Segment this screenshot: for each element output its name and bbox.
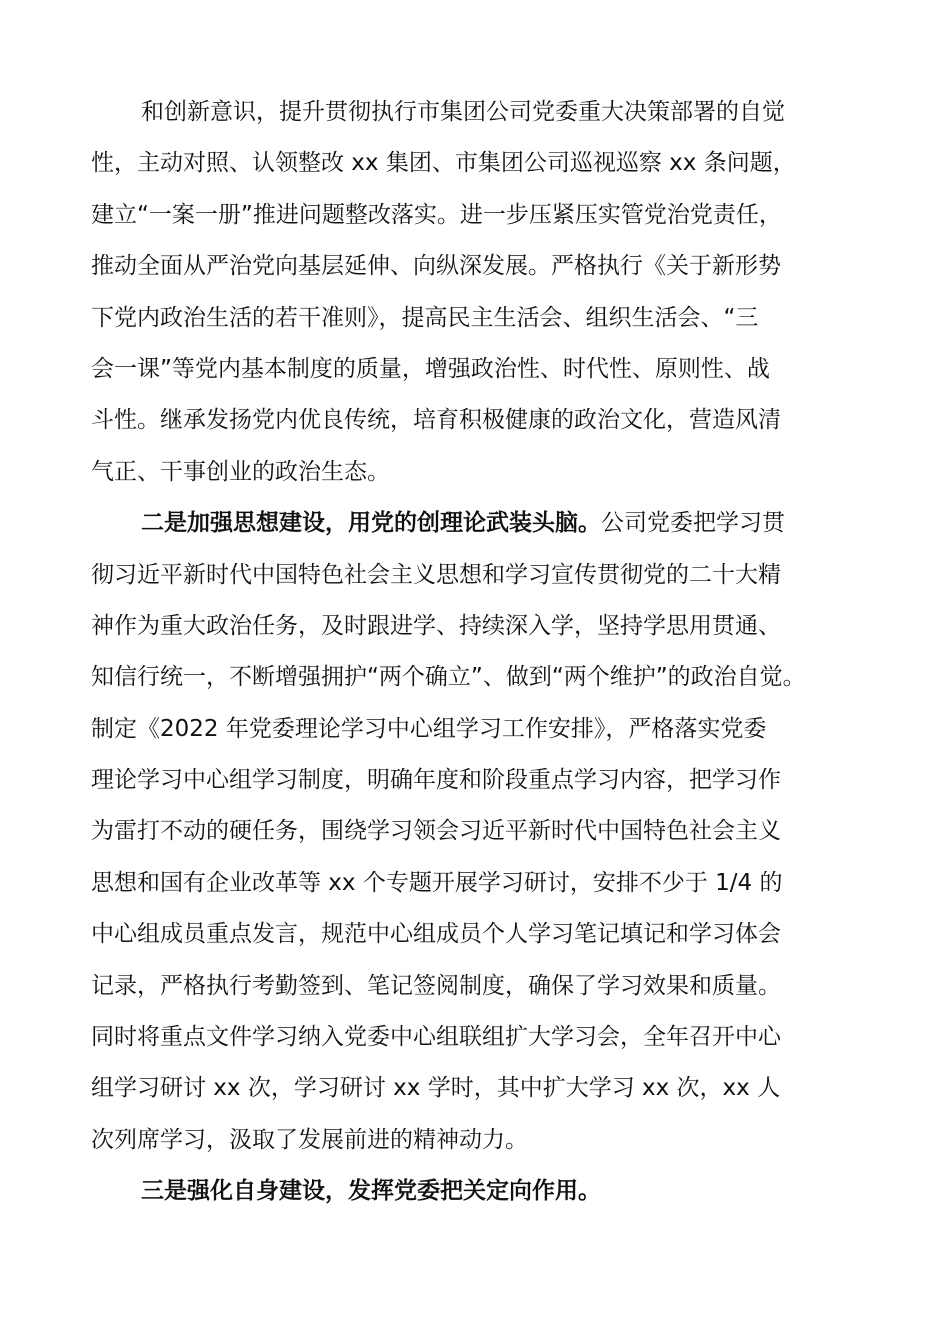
paragraph-line: 会一课”等党内基本制度的质量，增强政治性、时代性、原则性、战: [91, 355, 770, 382]
paragraph-first-line: [91, 498, 861, 549]
paragraph-line: 制定《2022 年党委理论学习中心组学习工作安排》，严格落实党委: [91, 715, 767, 742]
section-heading: 二是加强思想建设，用党的创理论武装头脑。: [141, 510, 601, 537]
paragraph-line: 建立“一案一册”推进问题整改落实。进一步压紧压实管党治党责任，: [91, 201, 782, 228]
paragraph-line: 气正、干事创业的政治生态。: [91, 458, 390, 485]
paragraph-line: 彻习近平新时代中国特色社会主义思想和学习宣传贯彻党的二十大精: [91, 561, 781, 588]
paragraph-line: 记录，严格执行考勤签到、笔记签阅制度，确保了学习效果和质量。: [91, 972, 781, 999]
paragraph-line: 同时将重点文件学习纳入党委中心组联组扩大学习会，全年召开中心: [91, 1024, 781, 1051]
paragraph-line: 下党内政治生活的若干准则》，提高民主生活会、组织生活会、“三: [91, 304, 759, 331]
paragraph-line: 思想和国有企业改革等 xx 个专题开展学习研讨，安排不少于 1/4 的: [91, 869, 783, 896]
paragraph-line: 为雷打不动的硬任务，围绕学习领会习近平新时代中国特色社会主义: [91, 818, 781, 845]
paragraph-line: 推动全面从严治党向基层延伸、向纵深发展。严格执行《关于新形势: [91, 253, 781, 280]
section-heading: 三是强化自身建设，发挥党委把关定向作用。: [141, 1178, 601, 1205]
paragraph-line: 中心组成员重点发言，规范中心组成员个人学习笔记填记和学习体会: [91, 921, 781, 948]
paragraph-2: [91, 498, 861, 1166]
paragraph-line: 理论学习中心组学习制度，明确年度和阶段重点学习内容，把学习作: [91, 767, 781, 794]
paragraph-line: 次列席学习，汲取了发展前进的精神动力。: [91, 1126, 528, 1153]
paragraph-3: [91, 1166, 861, 1217]
document-body: [91, 87, 861, 1218]
paragraph-1: [91, 87, 861, 498]
paragraph-line: 组学习研讨 xx 次，学习研讨 xx 学时，其中扩大学习 xx 次，xx 人: [91, 1075, 781, 1102]
paragraph-line: 斗性。继承发扬党内优良传统，培育积极健康的政治文化，营造风清: [91, 407, 781, 434]
paragraph-line: 神作为重大政治任务，及时跟进学、持续深入学，坚持学思用贯通、: [91, 612, 781, 639]
paragraph-text: 公司党委把学习贯: [601, 510, 785, 537]
paragraph-line: 性，主动对照、认领整改 xx 集团、市集团公司巡视巡察 xx 条问题，: [91, 150, 796, 177]
paragraph-line: 知信行统一，不断增强拥护“两个确立”、做到“两个维护”的政治自觉。: [91, 664, 806, 691]
paragraph-line: 和创新意识，提升贯彻执行市集团公司党委重大决策部署的自觉: [141, 99, 785, 125]
